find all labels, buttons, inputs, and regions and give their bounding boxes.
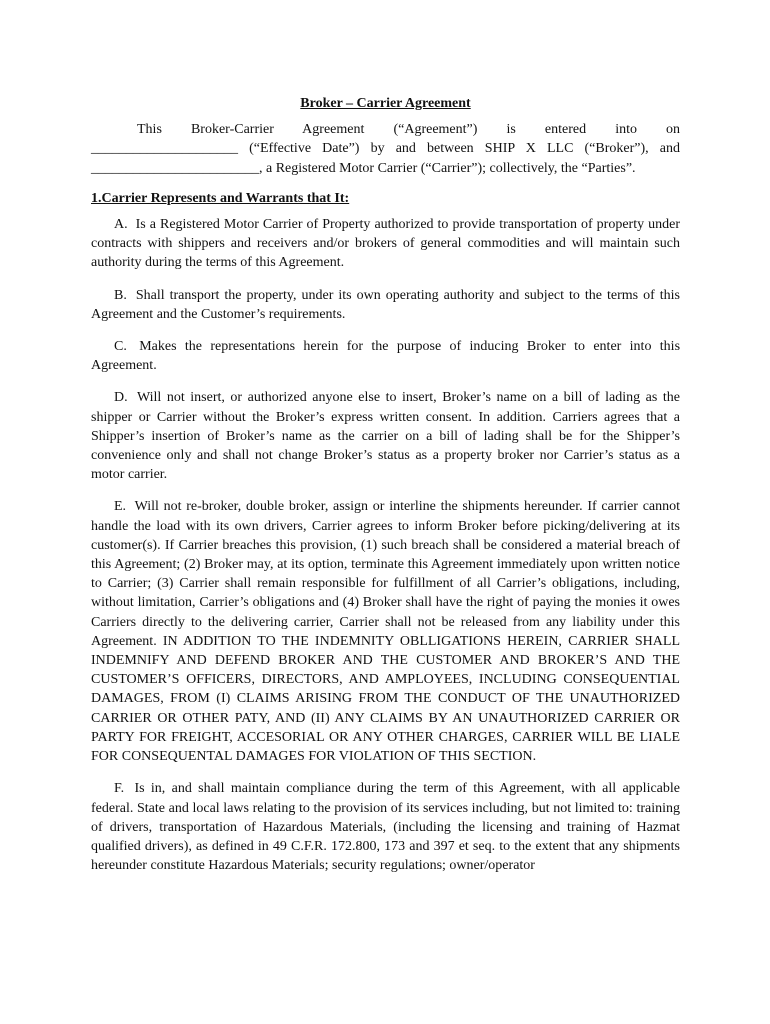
clause-label: C. xyxy=(114,339,127,355)
intro-word: (“Agreement”) xyxy=(393,122,478,138)
intro-line-3: ________________________, a Registered Motor Carrier (“Carrier”); collectively, the “Parties”. xyxy=(91,160,636,176)
intro-word: Broker-Carrier xyxy=(190,122,274,138)
section-1-heading: 1.Carrier Represents and Warrants that It: xyxy=(91,190,350,206)
clause-label: F. xyxy=(114,781,125,797)
intro-paragraph xyxy=(91,120,680,178)
intro-word: on xyxy=(666,122,681,138)
clause-f xyxy=(91,779,680,875)
clause-e xyxy=(91,497,680,766)
intro-word: into xyxy=(615,122,637,138)
intro-line-2: _____________________ (“Effective Date”) by and between SHIP X LLC (“Broker”), and xyxy=(91,141,680,157)
clause-b xyxy=(91,286,680,324)
intro-word: This xyxy=(137,122,162,138)
clause-c xyxy=(91,337,680,375)
clause-text: Makes the representations herein for the purpose of inducing Broker to enter into this Agreement. xyxy=(91,339,681,374)
clause-label: E. xyxy=(114,499,127,515)
clause-label: B. xyxy=(114,287,127,303)
clause-text: Is in, and shall maintain compliance during the term of this Agreement, with all applicable federal. State and local laws relating to the provision of its services including, but not limited to: training of drivers, transportation of Hazardous Materials, (including the licensing and training of Hazmat qualified drivers), as defined in 49 C.F.R. 172.800, 173 and 397 et seq. to the extent that any shipments hereunder constitute Hazardous Materials; security regulations; owner/operator xyxy=(91,781,680,874)
document-title: Broker – Carrier Agreement xyxy=(300,96,471,111)
clause-text: Will not re-broker, double broker, assign or interline the shipments hereunder. If carrier cannot handle the load with its own drivers, Carrier agrees to inform Broker before picking/delivering at its customer(s). If Carrier breaches this provision, (1) such breach shall be considered a material breach of this Agreement; (2) Broker may, at its option, terminate this Agreement immediately upon written notice to Carrier; (3) Carrier shall remain responsible for fulfillment of all Carrier’s obligations, including, without limitation, Carrier’s obligations and (4) Broker shall have the right of paying the monies it owes Carriers directly to the delivering carrier, Carrier shall not be released from any liability under this Agreement. IN ADDITION TO THE INDEMNITY OBLLIGATIONS HEREIN, CARRIER SHALL INDEMNIFY AND DEFEND BROKER AND THE CUSTOMER AND BROKER’S AND THE CUSTOMER’S OFFICERS, DIRECTORS, AND AMPLOYEES, INCLUDING CONSEQUENTIAL DAMAGES, FROM (I) CLAIMS ARISING FROM THE CONDUCT OF THE UNAUTHORIZED CARRIER OR OTHER PATY, AND (II) ANY CLAIMS BY AN UNAUTHORIZED CARRIER OR PARTY FOR FREIGHT, ACCESORIAL OR ANY OTHER CHARGES, CARRIER WILL BE LIALE FOR CONSEQUENTAL DAMAGES FOR VIOLATION OF THIS SECTION. xyxy=(91,499,681,765)
clause-label: D. xyxy=(114,390,128,406)
intro-word: Agreement xyxy=(302,122,365,138)
clause-d xyxy=(91,388,680,484)
intro-word: entered xyxy=(544,122,587,138)
document-page xyxy=(91,94,680,888)
intro-line-1 xyxy=(91,120,680,139)
clause-text: Is a Registered Motor Carrier of Property authorized to provide transportation of property under contracts with shippers and receivers and/or brokers of general commodities and will maintain such authority during the terms of this Agreement. xyxy=(91,217,680,271)
clause-text: Shall transport the property, under its own operating authority and subject to the terms of this Agreement and the Customer’s requirements. xyxy=(91,287,680,322)
clause-a xyxy=(91,215,680,273)
intro-word: is xyxy=(506,122,516,138)
clause-text: Will not insert, or authorized anyone else to insert, Broker’s name on a bill of lading as the shipper or Carrier without the Broker’s express written consent. In addition. Carriers agrees that a Shipper’s insertion of Broker’s name as the carrier on a bill of lading shall be for the Shipper’s convenience only and shall not change Broker’s status as a property broker nor Carrier’s status as a motor carrier. xyxy=(91,390,680,483)
clause-label: A. xyxy=(114,217,128,233)
